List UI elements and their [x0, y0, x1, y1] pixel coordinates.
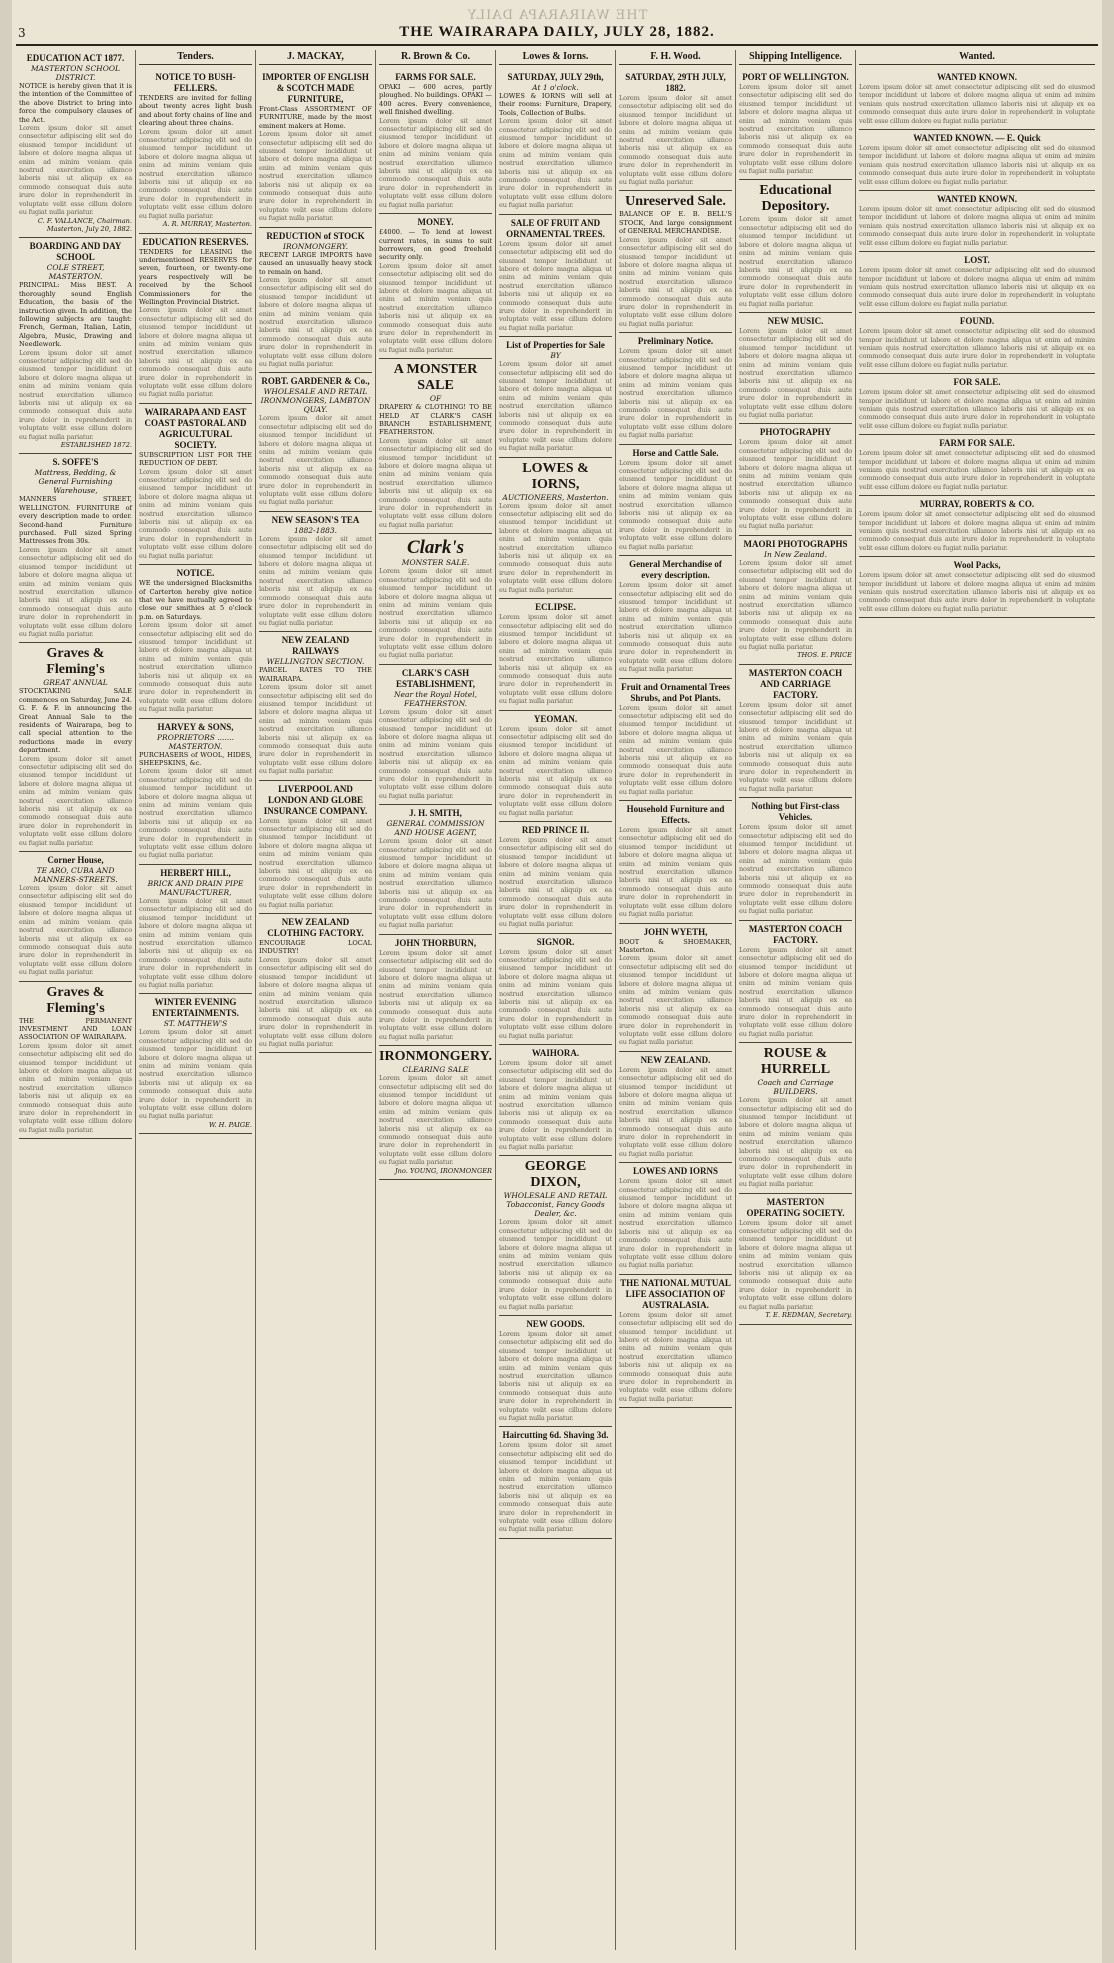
- advertisement: [19, 50, 132, 238]
- ad-headline: ROBT. GARDENER & Co.,: [261, 376, 370, 387]
- advertisement: [859, 130, 1095, 191]
- column-4: [376, 50, 496, 1950]
- column-7: [736, 50, 856, 1950]
- advertisement: [859, 496, 1095, 557]
- ad-subheading: WHOLESALE AND RETAIL IRONMONGERS, LAMBTON QUAY.: [260, 387, 371, 415]
- ad-headline: WAIHORA.: [531, 1047, 580, 1058]
- column-5: [496, 50, 616, 1950]
- ad-body-placeholder: [139, 767, 252, 859]
- advertisement: [139, 565, 252, 719]
- ad-subheading: OF: [429, 394, 442, 404]
- ad-body-placeholder: [859, 144, 1095, 186]
- ad-body-placeholder: [379, 1074, 492, 1166]
- advertisement: [499, 458, 612, 599]
- ad-subheading: 1882-1883.: [293, 525, 338, 535]
- ad-subheading: WELLINGTON SECTION.: [266, 657, 365, 667]
- ad-headline: Wool Packs,: [953, 560, 1001, 571]
- column-8: [856, 50, 1098, 1950]
- advertisement: [139, 719, 252, 865]
- ad-body-placeholder: [379, 567, 492, 659]
- ad-body-placeholder: [859, 327, 1095, 369]
- ad-headline: SALE OF FRUIT AND ORNAMENTAL TREES.: [506, 217, 605, 239]
- advertisement: [259, 632, 372, 780]
- ad-headline: Preliminary Notice.: [637, 336, 714, 347]
- ad-headline: Nothing but First-class Vehicles.: [751, 801, 840, 823]
- ad-body-placeholder: [619, 347, 732, 439]
- advertisement: [739, 798, 852, 920]
- ad-body-placeholder: [739, 1219, 852, 1311]
- ad-body-placeholder: [499, 360, 612, 452]
- ad-body: ENCOURAGE LOCAL INDUSTRY!: [259, 939, 372, 956]
- ad-body-placeholder: [619, 1066, 732, 1158]
- ad-headline: FOR SALE.: [953, 377, 1001, 388]
- column-heading: J. MACKAY,: [259, 50, 372, 65]
- ad-headline: Clark's: [406, 537, 465, 559]
- ad-headline: NEW MUSIC.: [767, 315, 824, 326]
- ad-body: TENDERS are invited for felling about twenty acres light bush and about forty chains of line and clearing about three chains.: [139, 94, 252, 128]
- advertisement: [139, 69, 252, 234]
- ad-body-placeholder: [139, 1028, 252, 1120]
- ad-headline: HERBERT HILL,: [160, 867, 231, 878]
- ad-body-placeholder: [859, 83, 1095, 125]
- ad-headline: NOTICE.: [176, 568, 215, 579]
- advertisement: [859, 69, 1095, 130]
- ad-headline: MONEY.: [417, 217, 454, 228]
- advertisement: [19, 852, 132, 981]
- ad-headline: NEW ZEALAND RAILWAYS: [281, 635, 350, 657]
- advertisement: [619, 191, 732, 333]
- ad-headline: EDUCATION ACT 1877.: [26, 53, 125, 63]
- ad-headline: WANTED KNOWN.: [936, 194, 1017, 205]
- columns: [16, 50, 1098, 1950]
- column-heading: Wanted.: [859, 50, 1095, 65]
- ad-body: OPAKI — 600 acres, partly ploughed. No buildings. OPAKI — 400 acres. Every convenience, well finished dwelling.: [379, 83, 492, 117]
- ad-subheading: GENERAL COMMISSION AND HOUSE AGENT,: [386, 819, 485, 838]
- advertisement: [379, 69, 492, 214]
- ad-headline: Corner House,: [47, 855, 104, 866]
- ad-subheading: ST. MATTHEW'S: [163, 1019, 228, 1029]
- ad-headline: JOHN WYETH,: [643, 926, 708, 937]
- advertisement: [499, 337, 612, 457]
- advertisement: [619, 445, 732, 556]
- ad-headline: SATURDAY, 29TH JULY, 1882.: [625, 72, 726, 93]
- ad-body-placeholder: [379, 708, 492, 800]
- ad-body: RECENT LARGE IMPORTS have caused an unusually heavy stock to remain on hand.: [259, 250, 372, 276]
- ad-body-placeholder: [859, 388, 1095, 430]
- ad-headline: MASTERTON COACH AND CARRIAGE FACTORY.: [748, 667, 843, 700]
- ad-signature: W. H. PAIGE.: [208, 1120, 252, 1129]
- advertisement: [379, 665, 492, 805]
- ad-body-placeholder: [739, 83, 852, 175]
- ad-signature: THOS. E. PRICE: [797, 651, 852, 660]
- advertisement: [499, 599, 612, 710]
- ad-body: STOCKTAKING SALE commences on Saturday, June 24. G. F. & F. in announcing the Great Annual Sale to the residents of Wairarapa, beg to call special attention to the reductions made in every department.: [19, 687, 133, 755]
- ad-signature: Jno. YOUNG, IRONMONGER: [395, 1166, 492, 1175]
- ad-body-placeholder: [739, 215, 852, 307]
- ad-subheading: COLE STREET, MASTERTON.: [46, 263, 105, 282]
- advertisement: [499, 711, 612, 822]
- ad-signature: ESTABLISHED 1872.: [60, 441, 132, 450]
- column-1: [16, 50, 136, 1950]
- ad-subheading: TE ARO, CUBA AND MANNERS-STREETS.: [33, 866, 118, 885]
- ad-headline: Fruit and Ornamental Trees Shrubs, and Pot Plants.: [621, 681, 730, 703]
- ad-body-placeholder: [379, 262, 492, 354]
- ad-signature: C. F. VALLANCE, Chairman. Masterton, July 20, 1882.: [37, 216, 132, 233]
- ad-body-placeholder: [499, 1330, 612, 1422]
- advertisement: [139, 234, 252, 404]
- ad-headline: General Merchandise of every description.: [629, 559, 722, 581]
- advertisement: [499, 1045, 612, 1156]
- advertisement: [739, 1043, 852, 1193]
- ad-body-placeholder: [259, 414, 372, 506]
- ad-headline: NEW SEASON'S TEA: [271, 514, 360, 525]
- ad-headline: JOHN THORBURN,: [394, 937, 477, 948]
- ad-body-placeholder: [859, 266, 1095, 308]
- ad-headline: A MONSTER SALE: [393, 362, 478, 394]
- ad-body-placeholder: [499, 948, 612, 1040]
- ad-body-placeholder: [739, 823, 852, 915]
- advertisement: [739, 69, 852, 180]
- ad-body-placeholder: [139, 468, 252, 560]
- advertisement: [139, 404, 252, 565]
- ad-body-placeholder: [739, 438, 852, 530]
- ad-body: WE the undersigned Blacksmiths of Carterton hereby give notice that we have mutually agreed to close our smithies at 5 o'clock p.m. on Saturdays.: [139, 579, 252, 621]
- ad-body-placeholder: [139, 306, 252, 398]
- ad-body-placeholder: [739, 559, 852, 651]
- ad-body-placeholder: [259, 956, 372, 1048]
- ad-body-placeholder: [19, 546, 132, 638]
- ad-headline: RED PRINCE II.: [521, 825, 590, 836]
- advertisement: [259, 228, 372, 374]
- ad-headline: ROUSE & HURRELL: [760, 1046, 831, 1078]
- column-heading: R. Brown & Co.: [379, 50, 492, 65]
- advertisement: [139, 994, 252, 1134]
- masthead-rule: [16, 44, 1098, 46]
- ad-headline: MASTERTON OPERATING SOCIETY.: [746, 1196, 845, 1218]
- ad-subheading: In New Zealand.: [764, 549, 827, 559]
- ad-headline: CLARK'S CASH ESTABLISHMENT,: [396, 667, 475, 689]
- advertisement: [259, 69, 372, 228]
- newspaper-page: [12, 0, 1102, 1963]
- ad-headline: IMPORTER OF ENGLISH & SCOTCH MADE FURNITURE,: [262, 72, 369, 104]
- ad-headline: Horse and Cattle Sale.: [632, 447, 719, 458]
- ad-body: £4000. — To lend at lowest current rates, in sums to suit borrowers, on good freehold security only.: [379, 228, 492, 262]
- advertisement: [739, 424, 852, 535]
- advertisement: [859, 557, 1095, 618]
- ad-headline: GEORGE DIXON,: [524, 1159, 587, 1191]
- advertisement: [499, 822, 612, 933]
- ad-body-placeholder: [259, 130, 372, 222]
- advertisement: [739, 536, 852, 665]
- ad-headline: WANTED KNOWN.: [936, 72, 1017, 82]
- advertisement: [619, 556, 732, 678]
- advertisement: [379, 1046, 492, 1180]
- ad-body-placeholder: [619, 1311, 732, 1403]
- ad-body: NOTICE is hereby given that it is the intention of the Committee of the above District to bring into force the compulsory clauses of the Act.: [19, 82, 132, 124]
- ad-body-placeholder: [499, 1059, 612, 1151]
- ad-body: PARCEL RATES TO THE WAIRARAPA.: [259, 666, 372, 683]
- ad-body-placeholder: [619, 954, 732, 1046]
- ad-body-placeholder: [19, 1042, 132, 1134]
- ad-subheading: At 1 o'clock.: [532, 83, 579, 92]
- ad-subheading: MASTERTON SCHOOL DISTRICT.: [30, 64, 121, 82]
- ad-body: PRINCIPAL: Miss BEST. A thoroughly sound English Education, the basis of the instruction given. In addition, the following subjects are taught: French, German, Italian, Latin, Algebra, Music, Drawing and Needlework.: [19, 281, 132, 349]
- advertisement: [619, 1275, 732, 1408]
- advertisement: [19, 643, 132, 852]
- advertisement: [19, 238, 132, 454]
- ad-headline: WANTED KNOWN. — E. Quick: [913, 133, 1041, 144]
- advertisement: [499, 215, 612, 337]
- ad-headline: ECLIPSE.: [535, 602, 576, 613]
- ad-body-placeholder: [499, 613, 612, 705]
- advertisement: [259, 373, 372, 511]
- advertisement: [619, 801, 732, 923]
- advertisement: [859, 252, 1095, 313]
- ad-headline: LOWES & IORNS,: [522, 460, 589, 492]
- ad-headline: Household Furniture and Effects.: [626, 804, 725, 826]
- ad-headline: Unreserved Sale.: [625, 194, 726, 210]
- ad-subheading: Coach and Carriage BUILDERS.: [757, 1078, 834, 1097]
- ad-body-placeholder: [859, 449, 1095, 491]
- advertisement: [19, 454, 132, 643]
- ad-body-placeholder: [379, 837, 492, 929]
- ad-headline: LIVERPOOL AND LONDON AND GLOBE INSURANCE COMPANY.: [263, 783, 368, 816]
- ad-body-placeholder: [259, 276, 372, 368]
- ad-body-placeholder: [19, 124, 132, 216]
- ad-headline: LOWES AND IORNS: [632, 1166, 719, 1177]
- advertisement: [859, 435, 1095, 496]
- ad-subheading: BY: [550, 351, 561, 361]
- advertisement: [259, 781, 372, 914]
- masthead: [12, 8, 1102, 48]
- column-heading: F. H. Wood.: [619, 50, 732, 65]
- advertisement: [379, 534, 492, 664]
- ad-body: Front-Class ASSORTMENT OF FURNITURE, made by the most eminent makers at Home.: [259, 105, 372, 130]
- advertisement: [379, 359, 492, 534]
- advertisement: [619, 1163, 732, 1274]
- ad-body-placeholder: [739, 327, 852, 419]
- ad-headline: NEW GOODS.: [526, 1318, 585, 1329]
- ad-body: TENDERS for LEASING the undermentioned RESERVES for seven, fourteen, or twenty-one years respectively will be received by the School Commissioners for the Wellington Provincial District.: [139, 247, 252, 306]
- advertisement: [739, 1194, 852, 1325]
- ad-body-placeholder: [379, 949, 492, 1041]
- advertisement: [859, 191, 1095, 252]
- ad-body-placeholder: [139, 128, 252, 220]
- ad-headline: PORT OF WELLINGTON.: [742, 72, 849, 82]
- ad-body: LOWES & IORNS will sell at their rooms: Furniture, Drapery, Tools, Collection of Bulbs.: [499, 92, 612, 117]
- page-number: 3: [18, 26, 26, 40]
- ad-body-placeholder: [619, 581, 732, 673]
- advertisement: [859, 374, 1095, 435]
- ad-headline: MAORI PHOTOGRAPHS: [743, 538, 848, 549]
- ad-body-placeholder: [739, 701, 852, 793]
- advertisement: [619, 679, 732, 801]
- ad-subheading: AUCTIONEERS, Masterton.: [502, 492, 609, 502]
- ad-body: PURCHASERS of WOOL, HIDES, SHEEPSKINS, &c.: [139, 750, 252, 767]
- ad-subheading: WHOLESALE AND RETAIL Tobacconist, Fancy Goods Dealer, &c.: [503, 1191, 608, 1219]
- ad-headline: NEW ZEALAND CLOTHING FACTORY.: [267, 917, 364, 939]
- ad-subheading: GREAT ANNUAL: [43, 678, 108, 688]
- ad-body-placeholder: [859, 510, 1095, 552]
- column-heading: Lowes & Iorns.: [499, 50, 612, 65]
- ad-headline: HARVEY & SONS,: [157, 721, 234, 732]
- ad-subheading: CLEARING SALE: [402, 1065, 469, 1075]
- ad-signature: T. E. REDMAN, Secretary.: [765, 1311, 852, 1320]
- ad-body-placeholder: [379, 117, 492, 209]
- ad-headline: List of Properties for Sale: [506, 340, 605, 351]
- ad-body-placeholder: [619, 704, 732, 796]
- ad-headline: NEW ZEALAND.: [640, 1054, 711, 1065]
- ad-body: MANNERS STREET, WELLINGTON. FURNITURE of every description made to order. Second-hand Furniture purchased. Full sized Spring Mattresses from 30s.: [19, 495, 132, 546]
- ad-body-placeholder: [739, 946, 852, 1038]
- ad-body-placeholder: [259, 535, 372, 627]
- ad-headline: LOST.: [964, 255, 990, 266]
- ad-headline: THE NATIONAL MUTUAL LIFE ASSOCIATION OF AUSTRALASIA.: [620, 1277, 731, 1310]
- ad-subheading: MONSTER SALE.: [401, 558, 470, 568]
- ad-body-placeholder: [19, 349, 132, 441]
- advertisement: [379, 214, 492, 359]
- ad-signature: A. R. MURRAY, Masterton.: [162, 220, 252, 229]
- ad-body-placeholder: [859, 205, 1095, 247]
- column-6: [616, 50, 736, 1950]
- ad-headline: FARM FOR SALE.: [939, 438, 1015, 449]
- ad-headline: Graves & Fleming's: [46, 646, 105, 678]
- ad-body-placeholder: [619, 459, 732, 551]
- ad-headline: FOUND.: [959, 316, 995, 327]
- ad-headline: REDUCTION of STOCK: [266, 230, 365, 241]
- advertisement: [379, 805, 492, 934]
- ad-body-placeholder: [499, 1218, 612, 1310]
- advertisement: [619, 924, 732, 1052]
- masthead-title: THE WAIRARAPA DAILY, JULY 28, 1882.: [399, 24, 715, 40]
- ad-body: BALANCE OF E. B. BELL'S STOCK, And large consignment of GENERAL MERCHANDISE.: [619, 210, 732, 236]
- advertisement: [139, 865, 252, 994]
- ad-body-placeholder: [259, 683, 372, 775]
- ad-body-placeholder: [499, 240, 612, 332]
- ad-subheading: IRONMONGERY.: [283, 241, 348, 251]
- ad-headline: WINTER EVENING ENTERTAINMENTS.: [152, 997, 239, 1019]
- ad-body-placeholder: [259, 817, 372, 909]
- advertisement: [499, 1427, 612, 1538]
- ad-body-placeholder: [499, 117, 612, 209]
- column-heading: Shipping Intelligence.: [739, 50, 852, 65]
- ad-body-placeholder: [859, 571, 1095, 613]
- advertisement: [259, 512, 372, 632]
- ad-headline: SIGNOR.: [536, 936, 575, 947]
- ad-subheading: BRICK AND DRAIN PIPE MANUFACTURER,: [147, 878, 244, 897]
- advertisement: [499, 1156, 612, 1315]
- ad-body-placeholder: [499, 1441, 612, 1533]
- advertisement: [619, 69, 732, 191]
- ad-headline: BOARDING AND DAY SCHOOL: [29, 241, 122, 263]
- ad-headline: WAIRARAPA AND EAST COAST PASTORAL AND AGRICULTURAL SOCIETY.: [144, 406, 247, 450]
- advertisement: [499, 1316, 612, 1427]
- ad-headline: PHOTOGRAPHY: [759, 427, 832, 438]
- advertisement: [379, 935, 492, 1046]
- column-3: [256, 50, 376, 1950]
- ad-subheading: PROPRIETORS ....... MASTERTON.: [157, 732, 234, 751]
- ad-headline: MASTERTON COACH FACTORY.: [748, 923, 843, 945]
- ad-body: DRAPERY & CLOTHING! TO BE HELD AT CLARK'S CASH BRANCH ESTABLISHMENT, FEATHERSTON.: [379, 403, 492, 437]
- ad-body: BOOT & SHOEMAKER, Masterton.: [619, 937, 732, 954]
- ad-body-placeholder: [739, 1096, 852, 1188]
- ad-subheading: Mattress, Bedding, & General Furnishing Warehouse,: [34, 468, 117, 496]
- ad-headline: NOTICE TO BUSH-FELLERS.: [155, 72, 236, 93]
- advertisement: [619, 1052, 732, 1163]
- ad-headline: Graves & Fleming's: [46, 984, 105, 1016]
- ad-body-placeholder: [619, 94, 732, 186]
- advertisement: [739, 921, 852, 1043]
- ad-body-placeholder: [379, 437, 492, 529]
- column-2: [136, 50, 256, 1950]
- ad-headline: SATURDAY, JULY 29th,: [507, 72, 604, 82]
- ad-body: THE PERMANENT INVESTMENT AND LOAN ASSOCIATION OF WAIRARAPA.: [19, 1016, 132, 1042]
- ad-headline: MURRAY, ROBERTS & CO.: [919, 499, 1035, 510]
- ad-body-placeholder: [19, 755, 132, 847]
- ad-body-placeholder: [619, 826, 732, 918]
- ad-headline: S. SOFFE'S: [52, 457, 99, 468]
- advertisement: [739, 313, 852, 424]
- ad-headline: Educational Depository.: [759, 183, 832, 215]
- advertisement: [259, 914, 372, 1053]
- ad-headline: YEOMAN.: [533, 713, 578, 724]
- ad-subheading: Near the Royal Hotel, FEATHERSTON.: [393, 689, 478, 708]
- ad-headline: EDUCATION RESERVES.: [142, 236, 249, 247]
- advertisement: [739, 665, 852, 798]
- column-heading: Tenders.: [139, 50, 252, 65]
- advertisement: [19, 982, 132, 1140]
- ad-headline: FARMS FOR SALE.: [395, 72, 476, 82]
- ad-body: SUBSCRIPTION LIST FOR THE REDUCTION OF DEBT.: [139, 450, 252, 468]
- ad-body-placeholder: [19, 884, 132, 976]
- show-through-text: THE WAIRARAPA DAILY: [466, 8, 648, 23]
- advertisement: [499, 934, 612, 1045]
- ad-headline: J. H. SMITH,: [409, 808, 462, 819]
- ad-body-placeholder: [619, 1177, 732, 1269]
- ad-body-placeholder: [499, 725, 612, 817]
- ad-headline: Haircutting 6d. Shaving 3d.: [502, 1430, 609, 1441]
- ad-headline: IRONMONGERY.: [379, 1049, 492, 1065]
- advertisement: [859, 313, 1095, 374]
- ad-body-placeholder: [139, 897, 252, 989]
- ad-body-placeholder: [499, 836, 612, 928]
- advertisement: [499, 69, 612, 215]
- advertisement: [739, 180, 852, 312]
- advertisement: [619, 333, 732, 444]
- ad-body-placeholder: [619, 236, 732, 328]
- ad-body-placeholder: [139, 621, 252, 713]
- ad-body-placeholder: [499, 502, 612, 594]
